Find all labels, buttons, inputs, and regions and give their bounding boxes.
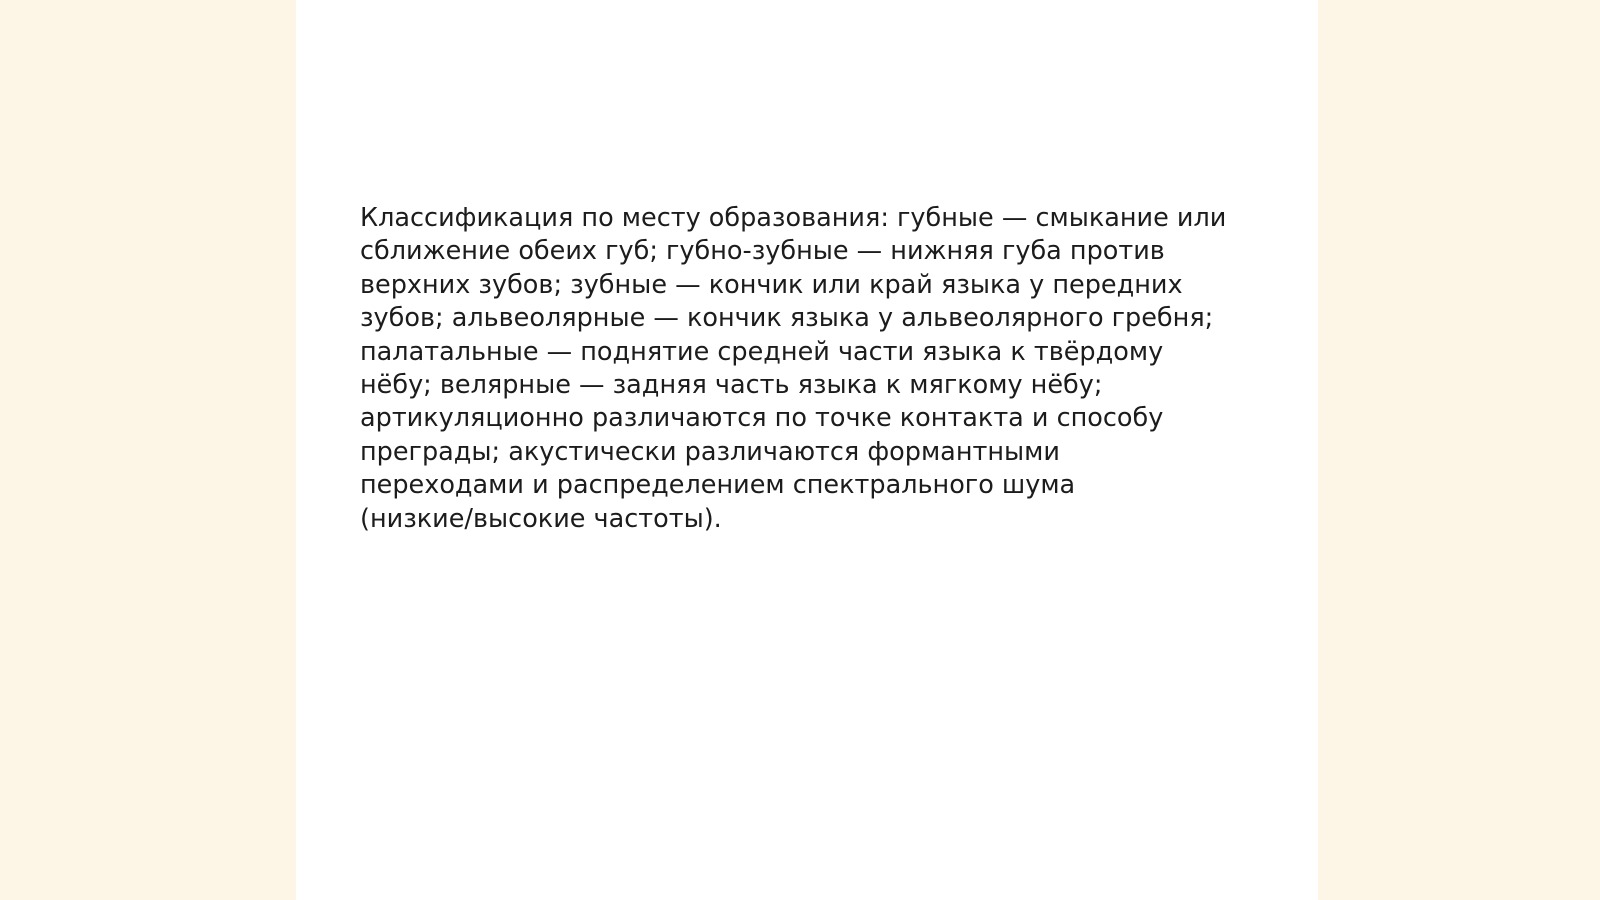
paragraph-line: зубов; альвеолярные — кончик языка у альвеолярного гребня; — [360, 303, 1214, 334]
paragraph-line: артикуляционно различаются по точке контакта и способу — [360, 403, 1164, 434]
document-page — [296, 0, 1318, 900]
paragraph-line: (низкие/высокие частоты). — [360, 503, 722, 534]
paragraph-line: преграды; акустически различаются формантными — [360, 436, 1060, 467]
classification-paragraph — [360, 202, 1255, 536]
paragraph-line: верхних зубов; зубные — кончик или край языка у передних — [360, 269, 1183, 300]
paragraph-line: переходами и распределением спектрального шума — [360, 470, 1076, 501]
paragraph-line: нёбу; велярные — задняя часть языка к мягкому нёбу; — [360, 370, 1103, 401]
paragraph-line: сближение обеих губ; губно-зубные — нижняя губа против — [360, 236, 1165, 267]
paragraph-line: палатальные — поднятие средней части языка к твёрдому — [360, 336, 1164, 367]
paragraph-line: Классификация по месту образования: губные — смыкание или — [360, 203, 1227, 233]
